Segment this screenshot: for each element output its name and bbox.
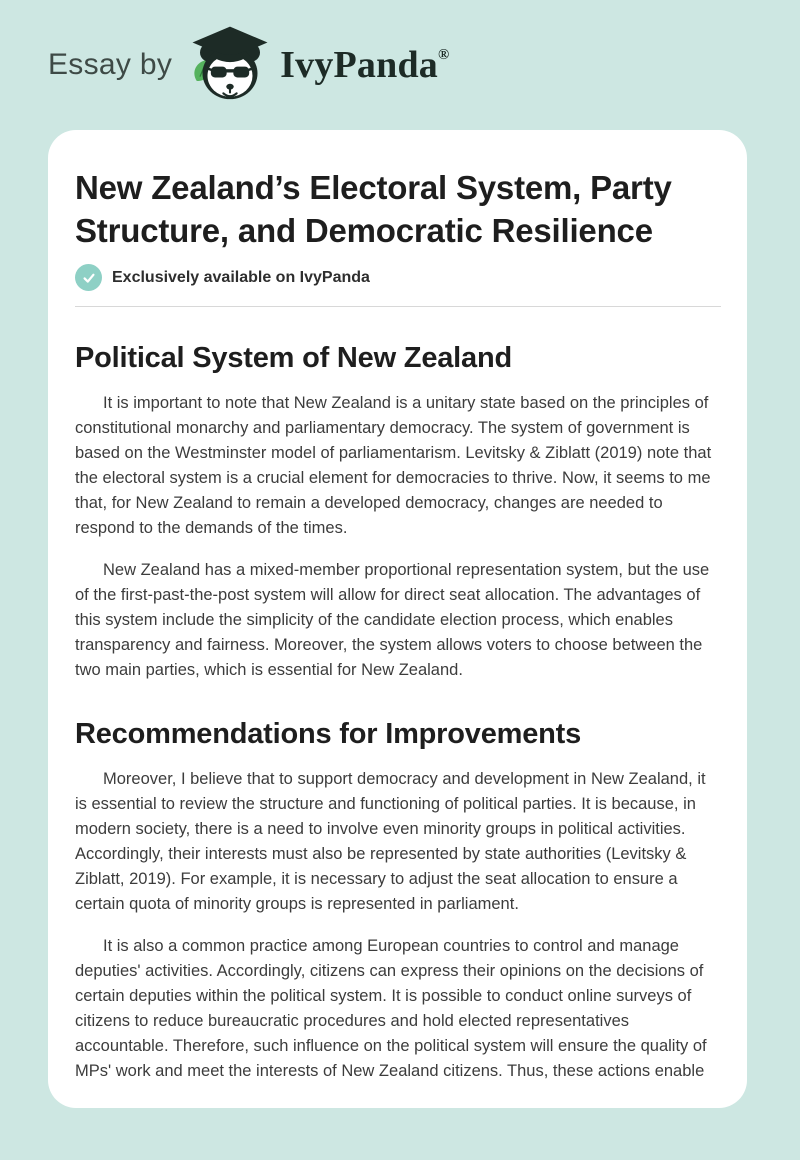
availability-row [75, 264, 721, 291]
registered-mark: ® [438, 47, 450, 64]
brand-name: IvyPanda [280, 44, 438, 86]
paragraph: Moreover, I believe that to support democracy and development in New Zealand, it is essential to review the structure and functioning of political parties. It is because, in modern society, there is a need to involve even minority groups in political activities. Accordingly, their interests must also be represented by state authorities (Levitsky & Ziblatt, 2019). For example, it is necessary to adjust the seat allocation to ensure a certain quota of minority groups is represented in parliament. [75, 770, 706, 913]
panda-graduate-icon [188, 25, 272, 105]
ivypanda-logo [188, 25, 449, 105]
paragraph: New Zealand has a mixed-member proportional representation system, but the use of the first-past-the-post system will allow for direct seat allocation. The advantages of this system include the simplicity of the candidate election process, which enables transparency and fairness. Moreover, the system allows voters to choose between the two main parties, which is essential for New Zealand. [75, 561, 710, 679]
essay-by-label: Essay by [48, 48, 173, 81]
site-header [0, 0, 800, 130]
brand-wordmark [280, 43, 449, 87]
essay-title: New Zealand’s Electoral System, Party Structure, and Democratic Resilience [75, 169, 672, 249]
section-heading-political-system: Political System of New Zealand [75, 342, 512, 374]
paragraph: It is important to note that New Zealand is a unitary state based on the principles of constitutional monarchy and parliamentary democracy. The system of government is based on the Westminster model of parliamentarism. Levitsky & Ziblatt (2019) note that the electoral system is a crucial element for democracies to thrive. Now, it seems to me that, for New Zealand to remain a developed democracy, changes are needed to respond to the demands of the times. [75, 394, 712, 537]
divider [75, 306, 721, 307]
essay-card [48, 130, 747, 1108]
check-icon [75, 264, 102, 291]
section-heading-recommendations: Recommendations for Improvements [75, 718, 582, 750]
paragraph: It is also a common practice among European countries to control and manage deputies' activities. Accordingly, citizens can express their opinions on the decisions of certain deputies within the political system. It is possible to conduct online surveys of citizens to reduce bureaucratic procedures and hold elected representatives accountable. Therefore, such influence on the political system will ensure the quality of MPs' work and meet the interests of New Zealand citizens. Thus, these actions enable [75, 937, 707, 1080]
availability-label: Exclusively available on IvyPanda [112, 268, 370, 286]
